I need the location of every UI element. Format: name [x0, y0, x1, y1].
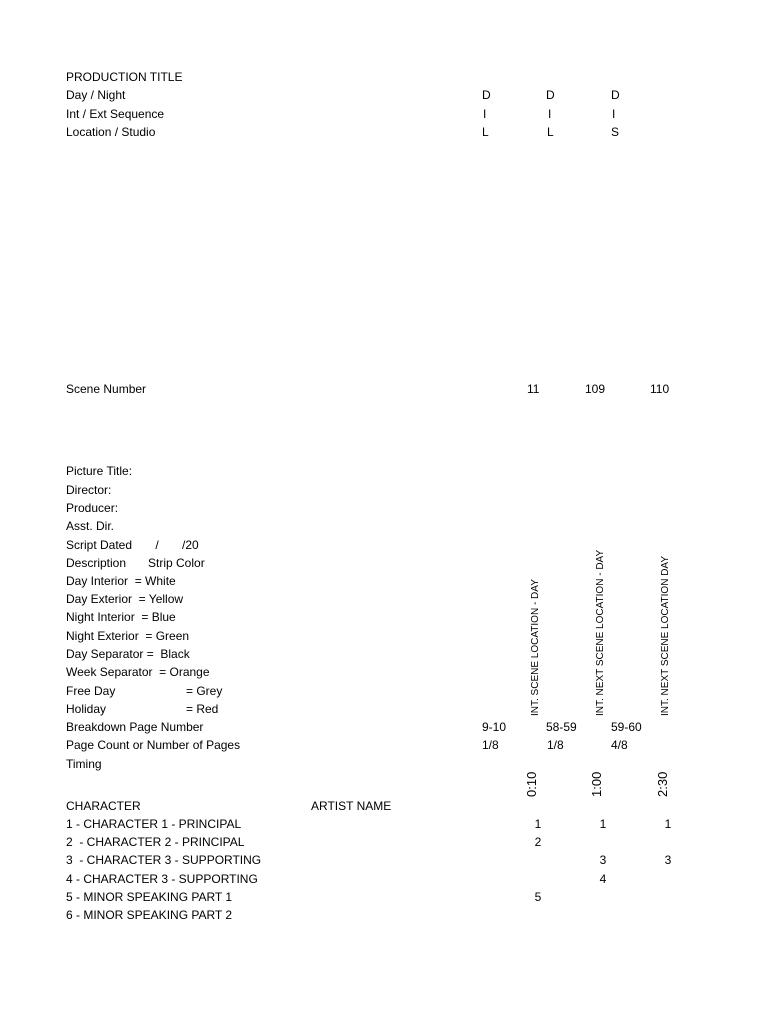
strip-3-timing: 2:30 [655, 771, 670, 797]
description-label: Description [66, 556, 127, 570]
cast-cell: 2 [534, 835, 542, 849]
strip-1-day-night: D [482, 88, 491, 102]
color-key-week-separator: Week Separator = Orange [66, 665, 210, 679]
cast-cell: 3 [599, 853, 607, 867]
strip-3-day-night: D [611, 88, 620, 102]
strip-2-timing: 1:00 [589, 771, 604, 797]
strip-3-breakdown: 59-60 [611, 720, 642, 734]
cast-cell: 4 [599, 872, 607, 886]
strip-3-pages: 4/8 [611, 738, 628, 752]
strip-2-scene: 109 [585, 382, 606, 396]
asst-dir-label: Asst. Dir. [66, 519, 115, 533]
int-ext-label: Int / Ext Sequence [66, 107, 165, 121]
location-label: Location / Studio [66, 125, 156, 139]
timing-label: Timing [66, 757, 102, 771]
day-night-label: Day / Night [66, 88, 126, 102]
strip-2-pages: 1/8 [547, 738, 564, 752]
cast-cell: 3 [664, 853, 672, 867]
strip-1-description: INT. SCENE LOCATION - DAY [530, 579, 541, 716]
breakdown-label: Breakdown Page Number [66, 720, 204, 734]
strip-3-location: S [611, 125, 620, 139]
strip-1-scene: 11 [527, 382, 540, 396]
color-key-day-separator: Day Separator = Black [66, 647, 190, 661]
strip-1-timing: 0:10 [524, 771, 539, 797]
strip-1-breakdown: 9-10 [482, 720, 507, 734]
character-header: CHARACTER [66, 799, 141, 813]
cast-name: 2 - CHARACTER 2 - PRINCIPAL [66, 835, 245, 849]
page-count-label: Page Count or Number of Pages [66, 738, 241, 752]
strip-1-pages: 1/8 [482, 738, 499, 752]
color-key-day-exterior: Day Exterior = Yellow [66, 592, 184, 606]
artist-header: ARTIST NAME [311, 799, 392, 813]
cast-name: 1 - CHARACTER 1 - PRINCIPAL [66, 817, 242, 831]
color-key-night-exterior: Night Exterior = Green [66, 629, 190, 643]
strip-2-location: L [547, 125, 554, 139]
cast-name: 4 - CHARACTER 3 - SUPPORTING [66, 872, 258, 886]
cast-cell: 1 [664, 817, 672, 831]
strip-color-label: Strip Color [148, 556, 205, 570]
strip-3-int-ext: I [612, 107, 616, 121]
strip-2-day-night: D [546, 88, 555, 102]
color-key-day-interior: Day Interior = White [66, 574, 176, 588]
strip-2-breakdown: 58-59 [546, 720, 577, 734]
script-dated-label: Script Dated / /20 [66, 538, 199, 552]
strip-2-description: INT. NEXT SCENE LOCATION - DAY [595, 549, 606, 716]
strip-1-location: L [482, 125, 489, 139]
scene-number-label: Scene Number [66, 382, 147, 396]
director-label: Director: [66, 483, 112, 497]
cast-cell: 1 [599, 817, 607, 831]
holiday-value: = Red [186, 702, 219, 716]
holiday-label: Holiday [66, 702, 107, 716]
cast-name: 6 - MINOR SPEAKING PART 2 [66, 908, 233, 922]
picture-title-label: Picture Title: [66, 464, 133, 478]
cast-name: 5 - MINOR SPEAKING PART 1 [66, 890, 233, 904]
cast-cell: 5 [534, 890, 542, 904]
free-day-label: Free Day [66, 684, 116, 698]
production-title: PRODUCTION TITLE [66, 70, 183, 84]
cast-cell: 1 [534, 817, 542, 831]
strip-3-scene: 110 [650, 382, 670, 396]
color-key-night-interior: Night Interior = Blue [66, 610, 176, 624]
strip-1-int-ext: I [483, 107, 487, 121]
strip-3-description: INT. NEXT SCENE LOCATION DAY [660, 555, 671, 716]
strip-2-int-ext: I [548, 107, 552, 121]
cast-name: 3 - CHARACTER 3 - SUPPORTING [66, 853, 262, 867]
free-day-value: = Grey [186, 684, 223, 698]
producer-label: Producer: [66, 501, 119, 515]
